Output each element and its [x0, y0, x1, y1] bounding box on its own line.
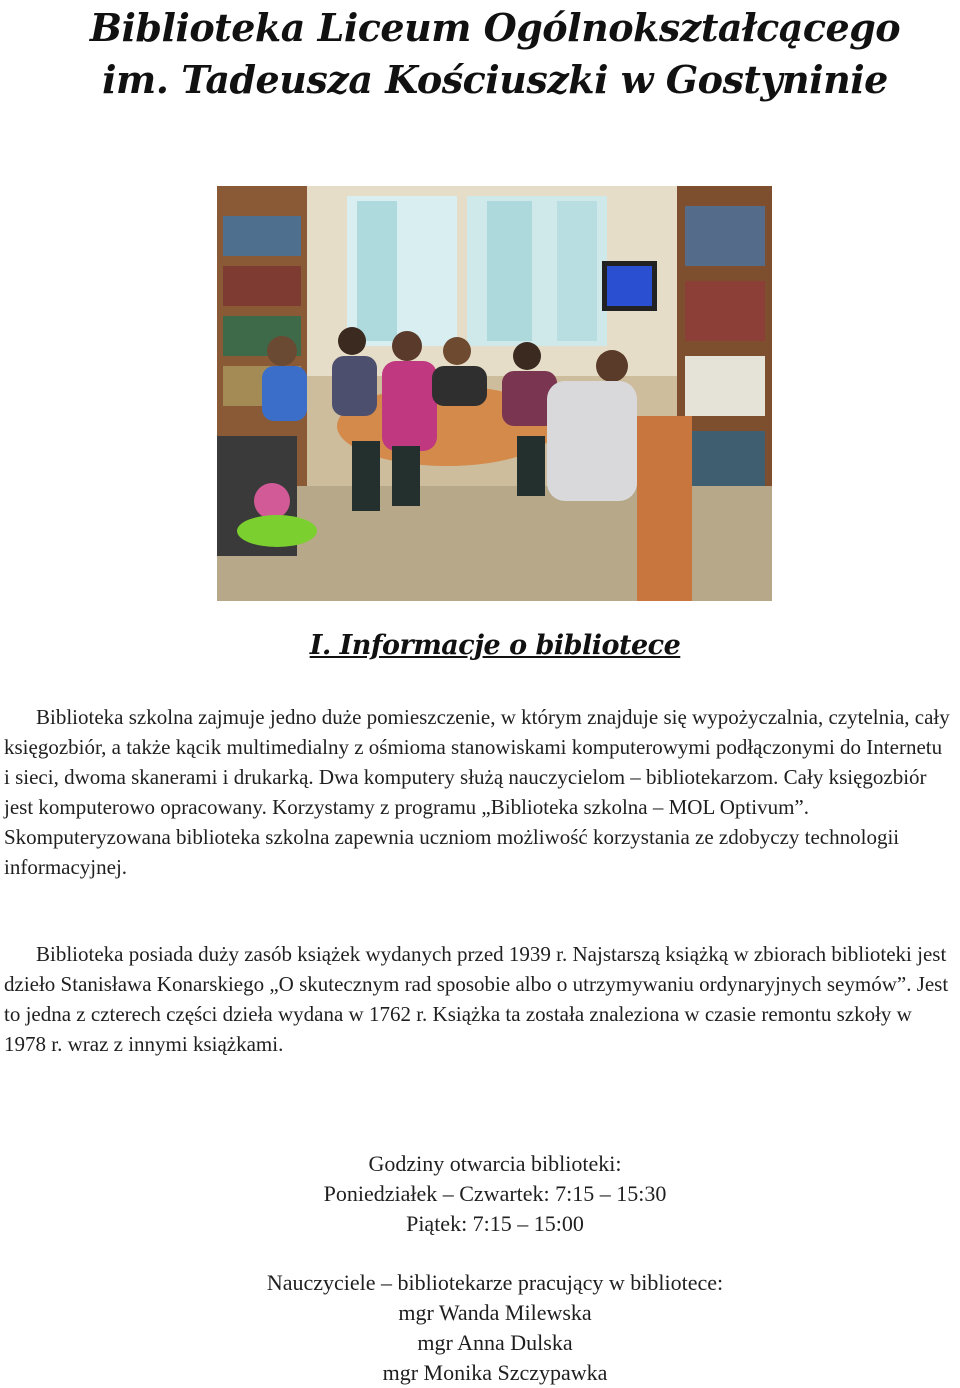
- opening-hours: [0, 1149, 960, 1239]
- staff-member: mgr Wanda Milewska: [398, 1300, 592, 1325]
- paragraph-facilities-text: Biblioteka szkolna zajmuje jedno duże pomieszczenie, w którym znajduje się wypożyczalnia, czytelnia, cały księgozbiór, a także kącik multimedialny z ośmioma stanowiskami komputerowymi podłączonymi do Internetu i sieci, dwoma skanerami i drukarką. Dwa komputery służą nauczycielom – bibliotekarzom. Cały księgozbiór jest komputerowo opracowany. Korzystamy z programu „Biblioteka szkolna – MOL Optivum”. Skomputeryzowana biblioteka szkolna zapewnia uczniom możliwość korzystania ze zdobyczy technologii informacyjnej.: [4, 705, 950, 879]
- hours-heading: Godziny otwarcia biblioteki:: [368, 1151, 622, 1176]
- staff-member: mgr Monika Szczypawka: [382, 1360, 608, 1385]
- paragraph-collection: [4, 939, 952, 1059]
- paragraph-collection-text: Biblioteka posiada duży zasób książek wydanych przed 1939 r. Najstarszą książką w zbiorach biblioteki jest dzieło Stanisława Konarskiego „O skutecznym rad sposobie albo o utrzymywaniu ordynaryjnych seymów”. Jest to jedna z czterech części dzieła wydana w 1762 r. Książka ta została znaleziona w czasie remontu szkoły w 1978 r. wraz z innymi książkami.: [4, 942, 949, 1056]
- section-heading: I. Informacje o bibliotece: [309, 630, 681, 661]
- staff-member: mgr Anna Dulska: [417, 1330, 573, 1355]
- title-line-1: Biblioteka Liceum Ogólnokształcącego: [89, 5, 901, 50]
- staff-heading: Nauczyciele – bibliotekarze pracujący w bibliotece:: [266, 1270, 724, 1295]
- library-photo: [217, 186, 772, 601]
- hours-mon-thu: Poniedziałek – Czwartek: 7:15 – 15:30: [323, 1181, 667, 1206]
- hours-fri: Piątek: 7:15 – 15:00: [406, 1211, 584, 1236]
- title-line-2: im. Tadeusza Kościuszki w Gostyninie: [102, 57, 888, 102]
- library-staff: [0, 1268, 960, 1388]
- document-title: [0, 2, 960, 106]
- paragraph-facilities: [4, 702, 952, 882]
